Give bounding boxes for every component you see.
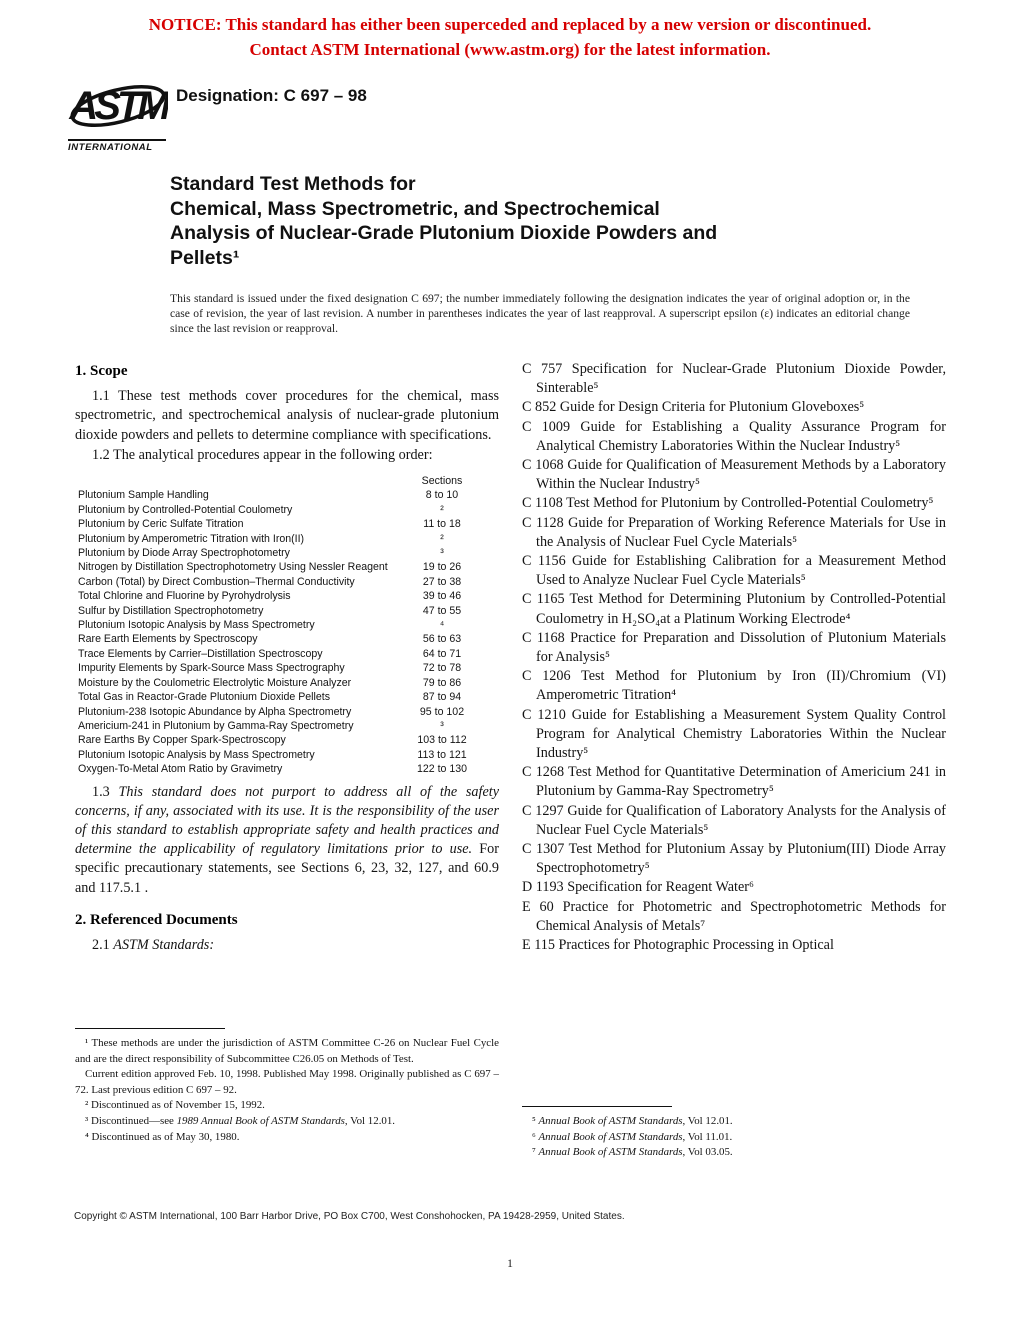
book-title: Annual Book of ASTM Standards xyxy=(538,1130,683,1143)
footnote-marker: ⁶ xyxy=(532,1130,539,1143)
referenced-standard: C 1156 Guide for Establishing Calibration for a Measurement Method Used to Analyze Nuclear Fuel Cycle Materials⁵ xyxy=(522,553,946,589)
referenced-standard: C 1165 Test Method for Determining Plutonium by Controlled-Potential Coulometry in H₂SO₄at a Platinum Working Electrode⁴ xyxy=(522,591,946,627)
procedure-row xyxy=(78,748,490,762)
procedure-row xyxy=(78,705,490,719)
procedure-row xyxy=(78,733,490,747)
referenced-standard: C 757 Specification for Nuclear-Grade Plutonium Dioxide Powder, Sinterable⁵ xyxy=(522,361,946,397)
volume-ref: , Vol 11.01. xyxy=(682,1130,733,1143)
procedure-name: Moisture by the Coulometric Electrolytic Moisture Analyzer xyxy=(78,676,352,689)
procedure-name: Plutonium Sample Handling xyxy=(78,489,209,502)
procedure-name: Impurity Elements by Spark-Source Mass Spectrography xyxy=(78,662,345,675)
referenced-standard: C 852 Guide for Design Criteria for Plutonium Gloveboxes⁵ xyxy=(522,399,865,416)
procedure-sections: 113 to 121 xyxy=(417,748,467,761)
procedure-row xyxy=(78,661,490,675)
footnote-rule xyxy=(522,1106,672,1107)
referenced-standard: C 1307 Test Method for Plutonium Assay by Plutonium(III) Diode Array Spectrophotometry⁵ xyxy=(522,841,946,877)
procedure-row xyxy=(78,517,490,531)
book-title: Annual Book of ASTM Standards xyxy=(538,1146,683,1159)
procedure-name: Oxygen-To-Metal Atom Ratio by Gravimetry xyxy=(78,763,283,776)
procedure-sections: 79 to 86 xyxy=(422,676,462,689)
procedure-row xyxy=(78,575,490,589)
procedure-sections: 64 to 71 xyxy=(422,647,462,660)
right-footnotes-list xyxy=(522,1114,946,1161)
supersession-notice xyxy=(0,12,1020,62)
safety-caveat-roman: For specific precautionary statements, see Sections 6, 23, 32, 127, and 60.9 and 117.5.1 . xyxy=(75,841,499,896)
procedure-row xyxy=(78,532,490,546)
procedure-name: Nitrogen by Distillation Spectrophotometry Using Nessler Reagent xyxy=(78,561,388,574)
procedure-name: Total Gas in Reactor-Grade Plutonium Dioxide Pellets xyxy=(78,691,331,704)
referenced-standard: C 1297 Guide for Qualification of Laboratory Analysts for the Analysis of Nuclear Fuel Cycle Materials⁵ xyxy=(522,802,946,838)
astm-logo xyxy=(68,72,172,153)
title-line-2: Chemical, Mass Spectrometric, and Spectrochemical xyxy=(170,197,660,220)
scope-paragraph-1-2: 1.2 The analytical procedures appear in the following order: xyxy=(92,446,433,463)
procedure-row xyxy=(78,632,490,646)
procedure-name: Plutonium Isotopic Analysis by Mass Spectrometry xyxy=(78,619,315,632)
volume-footnote xyxy=(522,1145,946,1161)
right-footnotes xyxy=(522,1106,946,1161)
procedure-name: Plutonium by Ceric Sulfate Titration xyxy=(78,518,244,531)
procedure-row xyxy=(78,762,490,776)
procedure-sections: 103 to 112 xyxy=(417,734,467,747)
referenced-standard: C 1068 Guide for Qualification of Measurement Methods by a Laboratory Within the Nuclear Industry⁵ xyxy=(522,457,946,493)
procedure-name: Plutonium by Amperometric Titration with Iron(II) xyxy=(78,532,305,545)
footnote-marker: ⁷ xyxy=(532,1146,539,1159)
procedure-sections: ² xyxy=(440,532,444,545)
procedure-name: Sulfur by Distillation Spectrophotometry xyxy=(78,604,264,617)
scope-paragraph-1-1: 1.1 These test methods cover procedures for the chemical, mass spectrometric, and spectrochemical analysis of nuclear-grade plutonium dioxide powders and pellets to determine compliance with specifications. xyxy=(75,388,499,443)
procedure-sections: 8 to 10 xyxy=(425,489,459,502)
procedure-sections: 56 to 63 xyxy=(422,633,462,646)
procedure-name: Rare Earths By Copper Spark-Spectroscopy xyxy=(78,734,286,747)
procedure-sections: 39 to 46 xyxy=(422,590,462,603)
safety-caveat-italic: This standard does not purport to address all of the safety concerns, if any, associated with its use. It is the responsibility of the user of this standard to establish appropriate safety and health practices and determine the applicability of regulatory limitations prior to use. xyxy=(75,783,499,858)
procedures-table xyxy=(78,474,490,777)
procedure-name: Americium-241 in Plutonium by Gamma-Ray Spectrometry xyxy=(78,719,354,732)
footnote-marker: ⁵ xyxy=(532,1115,539,1127)
volume-ref: , Vol 03.05. xyxy=(682,1146,733,1159)
footnote-3: ³ Discontinued—see 1989 Annual Book of ASTM Standards, Vol 12.01. xyxy=(85,1114,396,1127)
astm-globe-icon xyxy=(68,72,168,138)
right-column xyxy=(522,360,946,955)
referenced-standard: C 1268 Test Method for Quantitative Determination of Americium 241 in Plutonium by Gamma-Ray Spectrometry⁵ xyxy=(522,764,946,800)
scope-heading: 1. Scope xyxy=(75,363,128,379)
volume-footnote xyxy=(522,1114,946,1130)
referenced-standard: E 115 Practices for Photographic Processing in Optical xyxy=(522,937,834,954)
footnote-2: ² Discontinued as of November 15, 1992. xyxy=(85,1099,265,1112)
title-line-4: Pellets¹ xyxy=(170,246,240,269)
procedure-sections: ² xyxy=(440,503,444,516)
title-line-3: Analysis of Nuclear-Grade Plutonium Dioxide Powders and xyxy=(170,222,718,244)
procedure-name: Plutonium Isotopic Analysis by Mass Spectrometry xyxy=(78,748,315,761)
sections-column-header: Sections xyxy=(421,475,463,488)
issuance-preamble: This standard is issued under the fixed designation C 697; the number immediately following the designation indicates the year of original adoption or, in the case of revision, the year of last revision. A number in parentheses indicates the year of last reapproval. A superscript epsilon (ε) indicates an editorial change since the last revision or reapproval. xyxy=(170,292,910,336)
referenced-standard: D 1193 Specification for Reagent Water⁶ xyxy=(522,879,754,896)
procedure-sections: 72 to 78 xyxy=(422,662,462,675)
procedure-sections: ⁴ xyxy=(439,619,445,632)
procedures-table-body xyxy=(78,488,490,776)
procedure-sections: 47 to 55 xyxy=(422,604,462,617)
astm-logo-text: ASTM xyxy=(69,84,167,128)
procedure-sections: ³ xyxy=(440,719,444,732)
procedure-sections: 27 to 38 xyxy=(422,575,462,588)
procedure-row xyxy=(78,719,490,733)
procedure-sections: 11 to 18 xyxy=(423,518,461,531)
procedure-row xyxy=(78,604,490,618)
notice-line-2: Contact ASTM International (www.astm.org) for the latest information. xyxy=(249,40,771,59)
astm-standards-label: ASTM Standards: xyxy=(113,936,215,953)
page-number: 1 xyxy=(507,1256,513,1270)
scope-paragraph-1-3 xyxy=(75,783,499,898)
procedure-row xyxy=(78,560,490,574)
left-column xyxy=(75,360,499,956)
procedure-name: Total Chlorine and Fluorine by Pyrohydrolysis xyxy=(78,590,291,603)
notice-line-1: NOTICE: This standard has either been superceded and replaced by a new version or discontinued. xyxy=(148,15,872,34)
edition-note: Current edition approved Feb. 10, 1998. Published May 1998. Originally published as C 697 – 72. Last previous edition C 697 – 92. xyxy=(75,1068,499,1096)
procedure-name: Rare Earth Elements by Spectroscopy xyxy=(78,633,258,646)
footnote-rule xyxy=(75,1028,225,1029)
procedure-sections: 87 to 94 xyxy=(422,691,462,704)
procedure-row xyxy=(78,488,490,502)
paragraph-number: 1.3 xyxy=(92,783,119,800)
referenced-standard: E 60 Practice for Photometric and Spectrophotometric Methods for Chemical Analysis of Metals⁷ xyxy=(522,898,946,934)
referenced-standard: C 1128 Guide for Preparation of Working Reference Materials for Use in the Analysis of Nuclear Fuel Cycle Materials⁵ xyxy=(522,514,946,550)
document-title xyxy=(170,172,870,270)
title-line-1: Standard Test Methods for xyxy=(170,173,416,195)
referenced-standards-list xyxy=(522,360,946,955)
astm-logo-subtext: INTERNATIONAL xyxy=(68,139,166,153)
procedure-name: Carbon (Total) by Direct Combustion–Thermal Conductivity xyxy=(78,575,355,588)
procedure-name: Plutonium-238 Isotopic Abundance by Alpha Spectrometry xyxy=(78,705,352,718)
footnote-4: ⁴ Discontinued as of May 30, 1980. xyxy=(85,1130,240,1143)
subsection-number: 2.1 xyxy=(92,936,114,953)
referenced-standard: C 1168 Practice for Preparation and Dissolution of Plutonium Materials for Analysis⁵ xyxy=(522,629,946,666)
volume-ref: , Vol 12.01. xyxy=(682,1115,733,1127)
footnote-1: ¹ These methods are under the jurisdiction of ASTM Committee C-26 on Nuclear Fuel Cycle and are the direct responsibility of Subcommittee C26.05 on Methods of Test. xyxy=(75,1037,499,1065)
procedure-name: Plutonium by Controlled-Potential Coulometry xyxy=(78,503,293,516)
astm-standards-subheading xyxy=(75,936,499,955)
procedure-sections: 122 to 130 xyxy=(416,763,468,776)
procedure-sections: 19 to 26 xyxy=(422,561,462,574)
procedure-sections: 95 to 102 xyxy=(419,705,465,718)
volume-footnote xyxy=(522,1130,946,1146)
procedure-row xyxy=(78,690,490,704)
procedures-table-header-row xyxy=(78,474,490,488)
procedure-row xyxy=(78,647,490,661)
referenced-standard: C 1206 Test Method for Plutonium by Iron (II)/Chromium (VI) Amperometric Titration⁴ xyxy=(522,668,946,704)
procedure-sections: ³ xyxy=(440,547,444,560)
copyright-line: Copyright © ASTM International, 100 Barr Harbor Drive, PO Box C700, West Conshohocken, PA 19428-2959, United States. xyxy=(74,1211,625,1222)
procedure-row xyxy=(78,589,490,603)
procedure-name: Trace Elements by Carrier–Distillation Spectroscopy xyxy=(78,647,323,660)
book-title: Annual Book of ASTM Standards xyxy=(538,1115,683,1127)
referenced-standard: C 1210 Guide for Establishing a Measurement System Quality Control Program for Analytical Chemistry Laboratories Within the Nuclear Industry⁵ xyxy=(522,706,946,762)
referenced-documents-heading: 2. Referenced Documents xyxy=(75,911,238,928)
procedure-row xyxy=(78,546,490,560)
procedure-name: Plutonium by Diode Array Spectrophotometry xyxy=(78,547,290,560)
left-footnotes xyxy=(75,1028,499,1145)
procedure-row xyxy=(78,503,490,517)
procedure-row xyxy=(78,618,490,632)
designation: Designation: C 697 – 98 xyxy=(176,86,367,105)
referenced-standard: C 1108 Test Method for Plutonium by Controlled-Potential Coulometry⁵ xyxy=(522,495,934,512)
referenced-standard: C 1009 Guide for Establishing a Quality Assurance Program for Analytical Chemistry Laboratories Within the Nuclear Industry⁵ xyxy=(522,418,946,454)
procedure-row xyxy=(78,676,490,690)
